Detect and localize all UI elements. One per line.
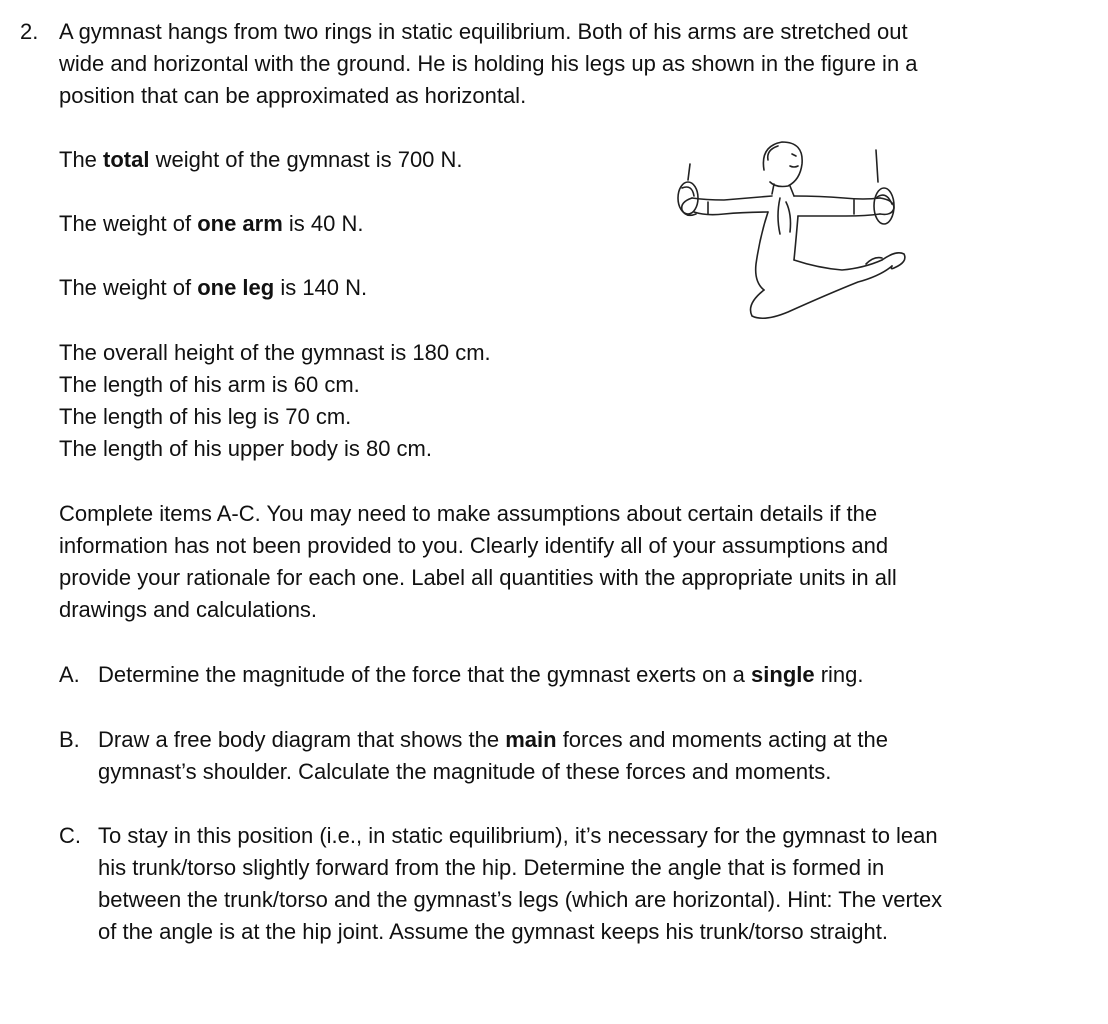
intro-line-3: position that can be approximated as horizontal. [59,83,527,108]
torso-right [794,216,798,260]
right-ring [874,188,894,224]
item-b-label: B. [59,727,80,752]
intro-line-1: A gymnast hangs from two rings in static equilibrium. Both of his arms are stretched out [59,19,908,44]
fact-arm-length: The length of his arm is 60 cm. [59,372,360,397]
item-c-line-2: his trunk/torso slightly forward from the hip. Determine the angle that is formed in [98,855,885,880]
fact-arm-weight: The weight of one arm is 40 N. [59,211,364,236]
fact-upper-body-length: The length of his upper body is 80 cm. [59,436,432,461]
item-b-line-1: Draw a free body diagram that shows the main forces and moments acting at the [98,727,888,752]
item-b-line-2: gymnast’s shoulder. Calculate the magnitude of these forces and moments. [98,759,832,784]
item-c-line-4: of the angle is at the hip joint. Assume the gymnast keeps his trunk/torso straight. [98,919,888,944]
item-c-label: C. [59,823,81,848]
item-c-line-3: between the trunk/torso and the gymnast’s legs (which are horizontal). Hint: The vertex [98,887,943,912]
item-a-label: A. [59,662,80,687]
intro-line-2: wide and horizontal with the ground. He is holding his legs up as shown in the figure in a [59,51,918,76]
torso-left [756,212,768,290]
fact-total-weight: The total weight of the gymnast is 700 N. [59,147,463,172]
instructions-line-3: provide your rationale for each one. Label all quantities with the appropriate units in all [59,565,897,590]
instructions-line-1: Complete items A-C. You may need to make assumptions about certain details if the [59,501,878,526]
fact-leg-length: The length of his leg is 70 cm. [59,404,352,429]
legs-lower [751,266,893,318]
item-c-line-1: To stay in this position (i.e., in static equilibrium), it’s necessary for the gymnast to lean [98,823,938,848]
gymnast-figure [668,136,922,324]
fact-height: The overall height of the gymnast is 180 cm. [59,340,491,365]
instructions-line-4: drawings and calculations. [59,597,318,622]
instructions-line-2: information has not been provided to you. Clearly identify all of your assumptions and [59,533,889,558]
head [763,142,802,187]
question-number: 2. [20,19,39,44]
fact-leg-weight: The weight of one leg is 140 N. [59,275,368,300]
item-a-text: Determine the magnitude of the force that the gymnast exerts on a single ring. [98,662,864,687]
